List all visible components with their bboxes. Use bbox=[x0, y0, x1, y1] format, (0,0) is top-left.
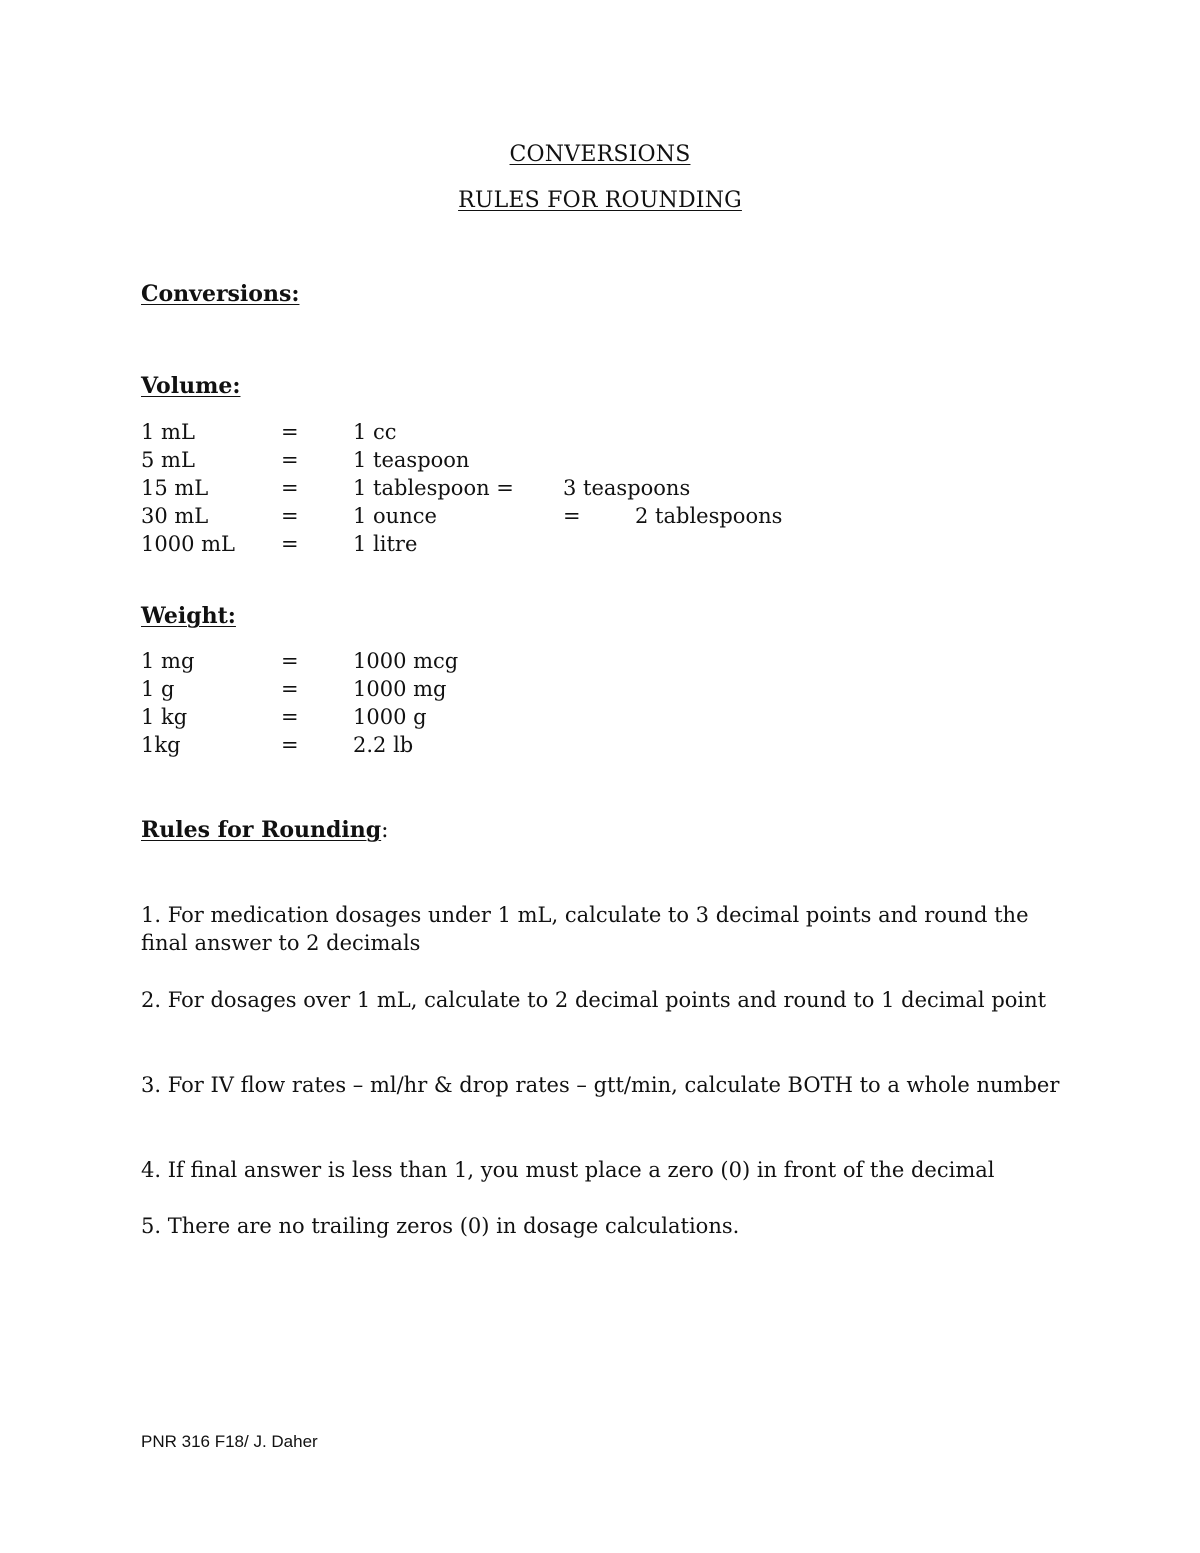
weight-equals: = bbox=[281, 705, 299, 729]
volume-row bbox=[0, 530, 1200, 558]
weight-to: 1000 mcg bbox=[353, 649, 459, 673]
title-conversions: CONVERSIONS bbox=[509, 142, 691, 167]
rounding-heading-text: Rules for Rounding bbox=[141, 817, 382, 843]
weight-row bbox=[0, 675, 1200, 703]
volume-equals: = bbox=[281, 504, 299, 528]
volume-from: 15 mL bbox=[141, 476, 209, 500]
volume-from: 30 mL bbox=[141, 504, 209, 528]
volume-extra: 2 tablespoons bbox=[635, 504, 783, 528]
volume-to: 1 tablespoon = bbox=[353, 476, 514, 500]
volume-to: 1 cc bbox=[353, 420, 397, 444]
volume-from: 1000 mL bbox=[141, 532, 235, 556]
volume-heading bbox=[141, 373, 240, 399]
rounding-rule-1: 1. For medication dosages under 1 mL, calculate to 3 decimal points and round the final answer to 2 decimals bbox=[141, 903, 1029, 955]
rounding-heading bbox=[141, 817, 389, 843]
rounding-rule-5: 5. There are no trailing zeros (0) in dosage calculations. bbox=[141, 1214, 740, 1238]
conversions-heading bbox=[141, 281, 299, 307]
weight-equals: = bbox=[281, 677, 299, 701]
weight-row bbox=[0, 647, 1200, 675]
weight-from: 1 kg bbox=[141, 705, 188, 729]
weight-heading-text: Weight: bbox=[141, 603, 236, 629]
weight-from: 1kg bbox=[141, 733, 181, 757]
weight-to: 1000 g bbox=[353, 705, 427, 729]
weight-heading bbox=[141, 603, 236, 629]
weight-to: 1000 mg bbox=[353, 677, 447, 701]
volume-from: 1 mL bbox=[141, 420, 195, 444]
footer-course-code: PNR 316 F18/ J. Daher bbox=[141, 1432, 318, 1451]
volume-row bbox=[0, 418, 1200, 446]
conversions-heading-text: Conversions: bbox=[141, 281, 300, 307]
volume-equals: = bbox=[281, 420, 299, 444]
weight-equals: = bbox=[281, 733, 299, 757]
volume-equals: = bbox=[281, 448, 299, 472]
volume-heading-text: Volume: bbox=[141, 373, 241, 399]
weight-row bbox=[0, 703, 1200, 731]
weight-to: 2.2 lb bbox=[353, 733, 414, 757]
volume-row bbox=[0, 502, 1200, 530]
weight-from: 1 g bbox=[141, 677, 175, 701]
weight-row bbox=[0, 731, 1200, 759]
volume-to: 1 ounce bbox=[353, 504, 437, 528]
rounding-rule-2: 2. For dosages over 1 mL, calculate to 2 decimal points and round to 1 decimal point bbox=[141, 988, 1047, 1012]
volume-from: 5 mL bbox=[141, 448, 195, 472]
weight-from: 1 mg bbox=[141, 649, 195, 673]
volume-extra: 3 teaspoons bbox=[563, 476, 691, 500]
volume-to: 1 litre bbox=[353, 532, 418, 556]
volume-equals: = bbox=[281, 532, 299, 556]
volume-to: 1 teaspoon bbox=[353, 448, 470, 472]
volume-equals: = bbox=[281, 476, 299, 500]
weight-equals: = bbox=[281, 649, 299, 673]
rounding-rule-4: 4. If final answer is less than 1, you must place a zero (0) in front of the decimal bbox=[141, 1158, 995, 1182]
volume-row bbox=[0, 474, 1200, 502]
rounding-rule-3: 3. For IV flow rates – ml/hr & drop rates – gtt/min, calculate BOTH to a whole number bbox=[141, 1073, 1060, 1097]
rounding-heading-colon: : bbox=[381, 818, 389, 843]
volume-equals-2: = bbox=[563, 504, 581, 528]
title-rules-for-rounding: RULES FOR ROUNDING bbox=[458, 188, 742, 213]
volume-row bbox=[0, 446, 1200, 474]
